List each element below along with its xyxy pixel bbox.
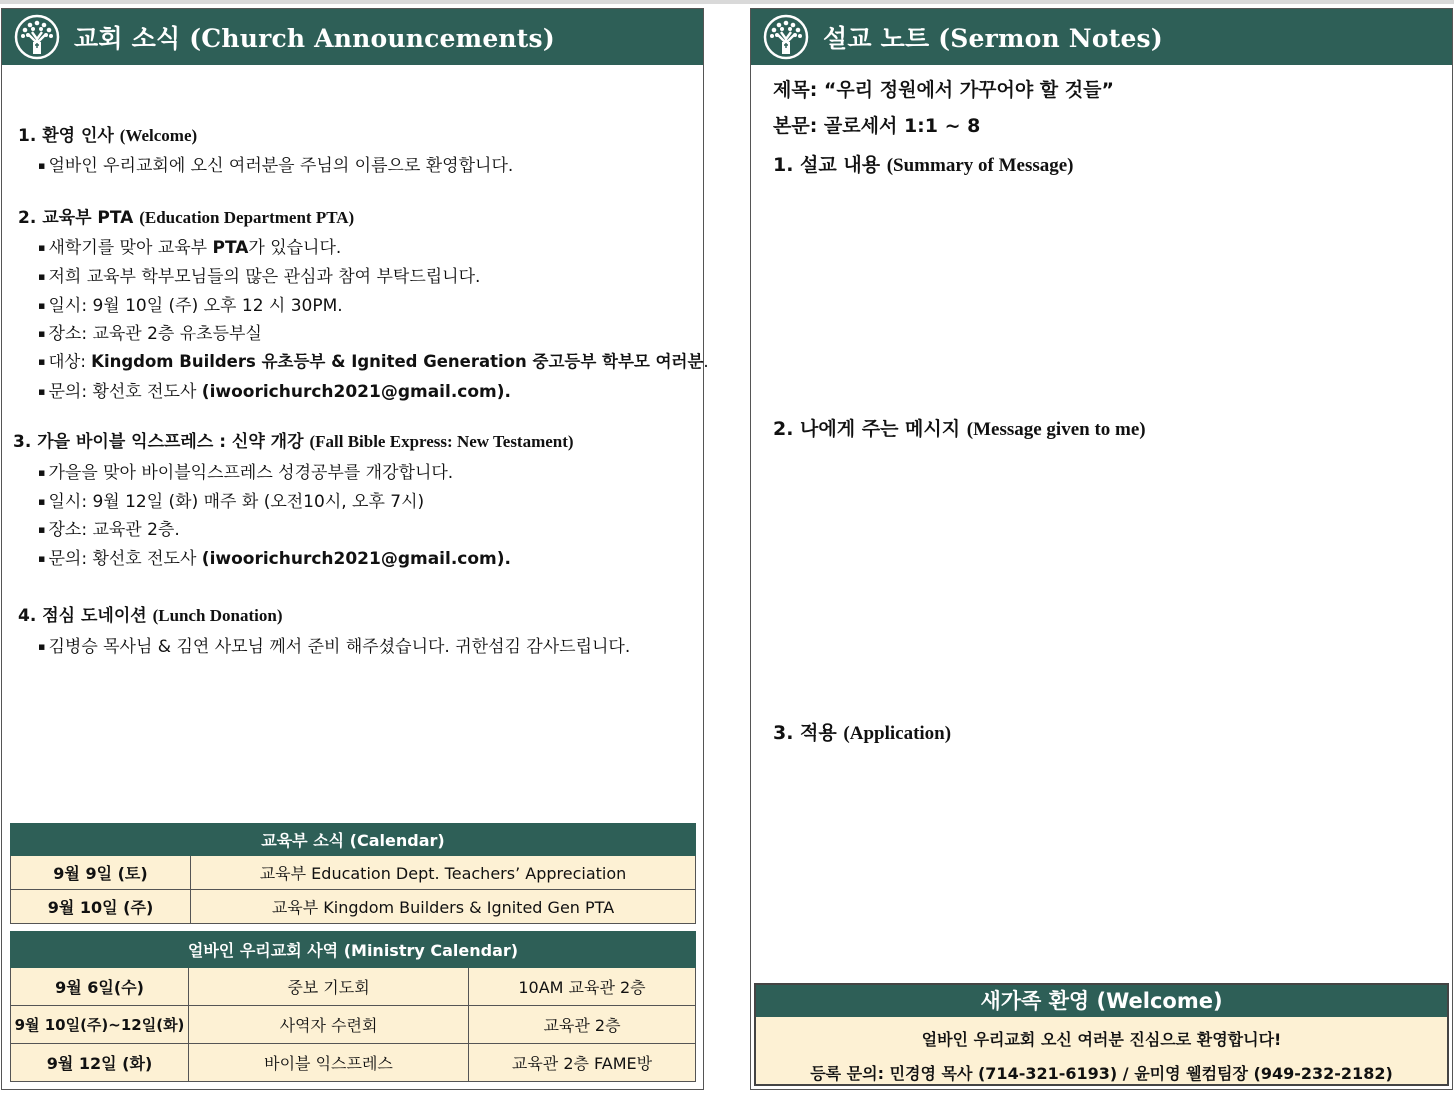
heading-en: (Summary of Message) [886, 155, 1074, 176]
message-heading [773, 414, 1146, 441]
list-item: ▪ 가을을 맞아 바이블익스프레스 성경공부를 개강합니다. [38, 458, 453, 483]
ministry-event: 바이블 익스프레스 [189, 1044, 469, 1082]
section-title-ko: 교육부 PTA [42, 208, 134, 228]
welcome-message: 얼바인 우리교회 오신 여러분 진심으로 환영합니다! [921, 1030, 1282, 1049]
heading-en: (Application) [843, 723, 952, 744]
table-row [11, 890, 696, 924]
section-title-ko: 점심 도네이션 [42, 606, 147, 626]
table-row [11, 856, 696, 890]
ministry-title: 얼바인 우리교회 사역 (Ministry Calendar) [11, 932, 696, 968]
section-title-en: (Fall Bible Express: New Testament) [309, 432, 574, 451]
section-lunch-title [18, 601, 282, 626]
list-item: ▪ 저희 교육부 학부모님들의 많은 관심과 참여 부탁드립니다. [38, 262, 480, 287]
ministry-place: 교육관 2층 [469, 1006, 696, 1044]
sermon-header [751, 9, 1452, 65]
sermon-scripture: 본문: 골로세서 1:1 ~ 8 [773, 115, 981, 137]
ministry-place: 교육관 2층 FAME방 [469, 1044, 696, 1082]
calendar-title: 교육부 소식 (Calendar) [11, 824, 696, 856]
table-row [11, 968, 696, 1006]
contact-email: (iwoorichurch2021@gmail.com). [201, 549, 511, 569]
announcements-title: 교회 소식 (Church Announcements) [74, 24, 555, 53]
section-number: 3. [13, 432, 32, 452]
ministry-event: 중보 기도회 [189, 968, 469, 1006]
sermon-title: 설교 노트 (Sermon Notes) [823, 24, 1163, 53]
section-bible-express-title [13, 427, 574, 452]
summary-heading [773, 150, 1074, 177]
calendar-event: 교육부 Kingdom Builders & Ignited Gen PTA [191, 890, 696, 924]
contact-email: (iwoorichurch2021@gmail.com). [201, 382, 511, 402]
calendar-date: 9월 9일 (토) [11, 856, 191, 890]
bullet-text: . [703, 352, 709, 371]
ministry-date: 9월 12일 (화) [11, 1044, 189, 1082]
heading-ko: 1. 설교 내용 [773, 154, 881, 176]
list-item [38, 348, 709, 372]
education-calendar-table [10, 823, 696, 924]
section-title-ko: 가을 바이블 익스프레스 : 신약 개강 [37, 432, 304, 452]
list-item: ▪ 일시: 9월 10일 (주) 오후 12 시 30PM. [38, 291, 343, 316]
bullet-text: 문의: 황선호 전도사 [48, 382, 202, 402]
section-title-en: (Education Department PTA) [139, 208, 355, 227]
application-heading [773, 718, 951, 745]
bullet-text: 문의: 황선호 전도사 [48, 549, 202, 569]
bullet-bold-text: Kingdom Builders 유초등부 & Ignited Generation 중고등부 학부모 여러분 [91, 352, 704, 371]
ministry-calendar-table [10, 931, 696, 1082]
section-number: 1. [18, 126, 37, 146]
section-number: 4. [18, 606, 37, 626]
new-family-welcome-box [754, 983, 1449, 1086]
calendar-event: 교육부 Education Dept. Teachers’ Appreciation [191, 856, 696, 890]
bullet-text: 대상: [48, 352, 92, 371]
section-title-en: (Lunch Donation) [152, 606, 283, 625]
ministry-event: 사역자 수련회 [189, 1006, 469, 1044]
section-number: 2. [18, 208, 37, 228]
ministry-date: 9월 10일(주)~12일(화) [11, 1006, 189, 1044]
church-tree-logo-icon [763, 14, 809, 60]
ministry-date: 9월 6일(수) [11, 968, 189, 1006]
list-item [38, 544, 511, 569]
heading-ko: 2. 나에게 주는 메시지 [773, 418, 961, 440]
list-item [38, 233, 341, 258]
church-tree-logo-icon [14, 14, 60, 60]
heading-ko: 3. 적용 [773, 722, 837, 744]
announcements-header [2, 9, 703, 65]
announcements-panel [1, 8, 709, 1090]
section-title-en: (Welcome) [119, 126, 198, 145]
list-item: ▪ 일시: 9월 12일 (화) 매주 화 (오전10시, 오후 7시) [38, 487, 424, 512]
bullet-text: 가 있습니다. [248, 238, 342, 258]
table-row [11, 1044, 696, 1082]
list-item: ▪ 김병승 목사님 & 김연 사모님 께서 준비 해주셨습니다. 귀한섬김 감사드립니다. [38, 632, 630, 657]
sermon-subject: 제목: “우리 정원에서 가꾸어야 할 것들” [773, 79, 1114, 101]
bullet-text: 새학기를 맞아 교육부 [48, 238, 213, 258]
bullet-bold-text: PTA [212, 238, 249, 258]
list-item [38, 377, 511, 402]
section-title-ko: 환영 인사 [42, 126, 114, 146]
section-pta-title [18, 203, 354, 228]
list-item: ▪ 장소: 교육관 2층. [38, 515, 180, 540]
ministry-place: 10AM 교육관 2층 [469, 968, 696, 1006]
section-welcome-title [18, 121, 197, 146]
calendar-date: 9월 10일 (주) [11, 890, 191, 924]
list-item: ▪ 얼바인 우리교회에 오신 여러분을 주님의 이름으로 환영합니다. [38, 151, 513, 176]
table-row [11, 1006, 696, 1044]
registration-contact: 등록 문의: 민경영 목사 (714-321-6193) / 윤미영 웰컴팀장 (949-232-2182) [810, 1064, 1393, 1083]
top-divider [0, 0, 1454, 4]
sermon-notes-panel [750, 8, 1453, 1090]
list-item: ▪ 장소: 교육관 2층 유초등부실 [38, 319, 262, 344]
heading-en: (Message given to me) [966, 419, 1146, 440]
welcome-title: 새가족 환영 (Welcome) [756, 985, 1447, 1017]
